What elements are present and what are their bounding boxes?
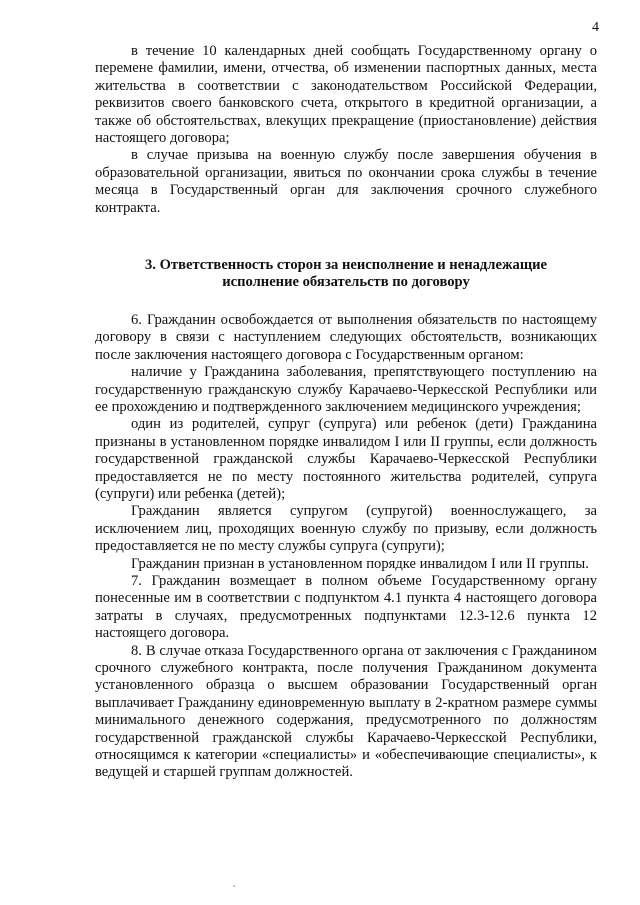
paragraph-illness: наличие у Гражданина заболевания, препятствующего поступлению на государственную гражданскую службу Карачаево-Черкесской Республики или ее прохождению и подтвержденного заключением медицинского учреждения; <box>95 364 597 415</box>
scan-speck <box>233 885 235 887</box>
paragraph-clause-7: 7. Гражданин возмещает в полном объеме Государственному органу понесенные им в соответствии с подпунктом 4.1 пункта 4 настоящего договора затраты в случаях, предусмотренных подпунктами 12.3-12.6 пункта 12 настоящего договора. <box>95 572 597 642</box>
paragraph-own-disability: Гражданин признан в установленном порядке инвалидом I или II группы. <box>131 555 589 572</box>
section-heading: 3. Ответственность сторон за неисполнение и ненадлежащие исполнение обязательств по договору <box>144 257 548 291</box>
paragraph-military-spouse: Гражданин является супругом (супругой) военнослужащего, за исключением лиц, проходящих военную службу по призыву, если должность предоставляется не по месту службы супруга (супруги); <box>95 503 597 555</box>
paragraph-clause-8: 8. В случае отказа Государственного органа от заключения с Гражданином срочного служебного контракта, после получения Гражданином документа установленного образца о высшем образовании Государственный орган выплачивает Гражданину единовременную выплату в 2-кратном размере суммы минимального денежного содержания, предусмотренного по должностям государственной гражданской службы Карачаево-Черкесской Республики, относящимся к категории «специалисты» и «обеспечивающие специалисты», к ведущей и старшей группам должностей. <box>95 642 597 781</box>
paragraph-military-service: в случае призыва на военную службу после завершения обучения в образовательной организации, явиться по окончании срока службы в течение месяца в Государственный орган для заключения срочного служебного контракта. <box>95 147 597 216</box>
paragraph-family-disability: один из родителей, супруг (супруга) или ребенок (дети) Гражданина признаны в установленном порядке инвалидом I или II группы, если должность государственной гражданской службы Карачаево-Черкесской Республики предоставляется не по месту постоянного жительства родителей, супруга (супруги) или ребенка (детей); <box>95 416 597 502</box>
paragraph-notify-changes: в течение 10 календарных дней сообщать Государственному органу о перемене фамилии, имени, отчества, об изменении паспортных данных, места жительства в соответствии с законодательством Российской Федерации, реквизитов своего банковского счета, открытого в кредитной организации, а также об обстоятельствах, влекущих прекращение (приостановление) действия настоящего договора; <box>95 43 597 147</box>
paragraph-clause-6: 6. Гражданин освобождается от выполнения обязательств по настоящему договору в связи с наступлением следующих обстоятельств, возникающих после заключения настоящего договора с Государственным органом: <box>95 311 597 363</box>
document-body <box>95 43 597 782</box>
page-number: 4 <box>592 20 599 35</box>
